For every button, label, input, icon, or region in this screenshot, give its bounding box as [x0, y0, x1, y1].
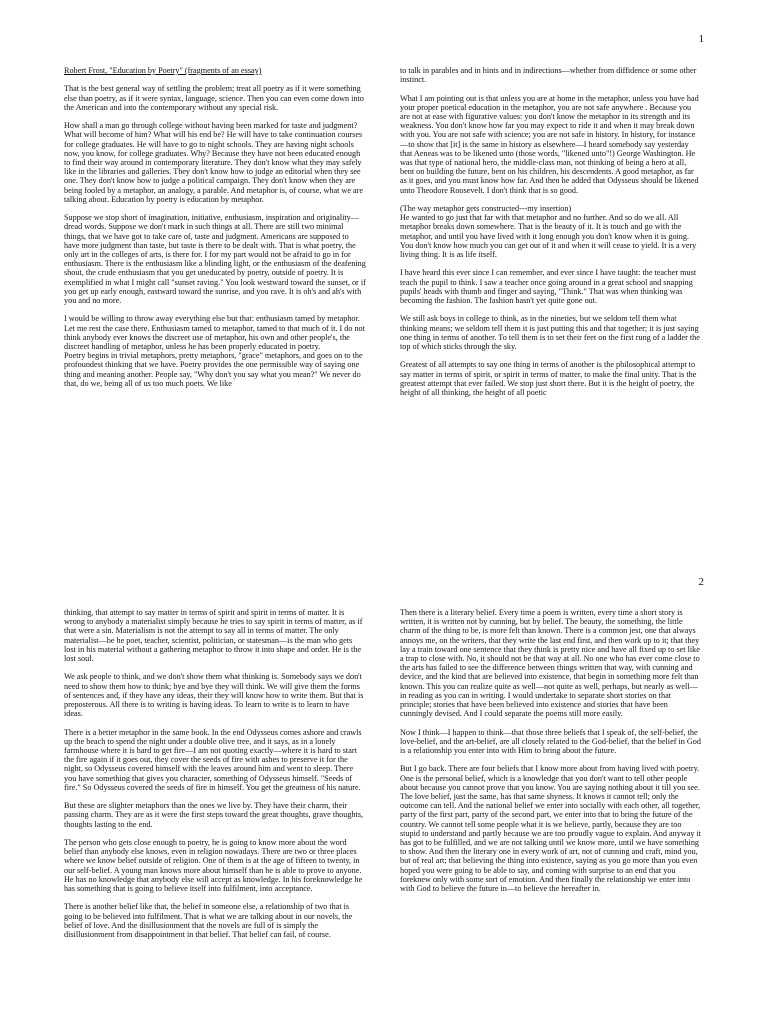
paragraph: Poetry begins in trivial metaphors, pretty metaphors, "grace" metaphors, and goes on to the profoundest thinking that we have. Poetry provides the one permissible way of saying one thing and meaning another. People say, "Why don't you say what you mean?" We never do that, do we, being all of us too much poets. We like [64, 351, 363, 388]
essay-title: Robert Frost, "Education by Poetry" (fragments of an essay) [64, 66, 262, 75]
paragraph: He wanted to go just that far with that metaphor and no further. And so do we all. All metaphor breaks down somewhere. That is the beauty of it. It is touch and go with the metaphor, and until you have lived with it long enough you don't know when it is going. You don't know how much you can get out of it and when it will cease to yield. It is a very living thing. It is as life itself. [400, 213, 697, 260]
left-column [64, 66, 366, 397]
paragraph: Now I think—I happen to think—that those three beliefs that I speak of, the self-belief, the love-belief, and the art-belief, are all closely related to the God-belief, that the belief in God is a relationship you enter into with Him to bring about the future. [400, 727, 701, 756]
paragraph: How shall a man go through college without having been marked for taste and judgment? What will become of him? What will his end be? He will have to take continuation courses for college graduates. He will have to go to night schools. They are having night schools now, you know, for college graduates. Why? Because they have not been educated enough to find their way around in contemporary literature. They don't know what they may safely like in the libraries and galleries. They don't know how to judge an editorial when they see one. They don't know how to judge a political campaign. They don't know when they are being fooled by a metaphor, an analogy, a parable. And metaphor is, of course, what we are talking about. Education by poetry is education by metaphor. [64, 121, 364, 204]
right-column [400, 66, 702, 406]
paragraph: I have heard this ever since I can remember, and ever since I have taught: the teacher must teach the pupil to think. I saw a teacher once going around in a great school and snapping pupils' heads with thumb and finger and saying, "Think." That was when thinking was becoming the fashion. The fashion hasn't yet quite gone out. [400, 268, 697, 306]
paragraph: We ask people to think, and we don't show them what thinking is. Somebody says we don't need to show them how to think; bye and bye they will think. We will give them the forms of sentences and, if they have any ideas, their they will know how to write them. But that is preposterous. All there is to writing is having ideas. To learn to write is to learn to have ideas. [64, 672, 364, 719]
left-column [64, 608, 366, 948]
paragraph: We still ask boys in college to think, as in the nineties, but we seldom tell them what thinking means; we seldom tell them it is just putting this and that together; it is just saying one thing in terms of another. To tell them is to set their feet on the first rung of a ladder the top of which sticks through the sky. [400, 314, 700, 352]
page-number: 2 [698, 576, 704, 588]
paragraph: Greatest of all attempts to say one thing in terms of another is the philosophical attempt to say matter in terms of spirit, or spirit in terms of matter, to make the final unity. That is the greatest attempt that ever failed. We stop just short there. But it is the height of poetry, the height of all thinking, the height of all poetic [400, 360, 697, 398]
paragraph: thinking, that attempt to say matter in terms of spirit and spirit in terms of matter. It is wrong to anybody a materialist simply because he tries to say spirit in terms of matter, as if that were a sin. Materialism is not the attempt to say all in terms of matter. The only materialist—be he poet, teacher, scientist, politician, or statesman—is the man who gets lost in his material without a gathering metaphor to throw it into shape and order. He is the lost soul. [64, 608, 363, 664]
paragraph: I would be willing to throw away everything else but that: enthusiasm tamed by metaphor. Let me rest the case there. Enthusiasm tamed to metaphor, tamed to that much of it. I do not think anybody ever knows the discreet use of metaphor, his own and other people's, the discreet handling of metaphor, unless he has been properly educated in poetry. [64, 314, 365, 352]
paragraph: What I am pointing out is that unless you are at home in the metaphor, unless you have had your proper poetical education in the metaphor, you are not safe anywhere . Because you are not at ease with figurative values: you don't know the metaphor in its strength and its weakness. You don't know how far you may expect to ride it and when it may break down with you. You are not safe with science; you are not safe in history. In history, for instance—to show that [it] is the same in history as elsewhere—I heard somebody say yesterday that Aeneas was to be likened unto (those words, "likened unto"!) George Washington. He was that type of national hero, the middle-class man, not thinking of being a hero at all, bent on building the future, bent on his children, his descendents. A good metaphor, as far as it goes, and you must know how far. And then he added that Odysseus should be likened unto Theodore Roosevelt. I don't think that is so good. [400, 93, 699, 195]
paragraph: The person who gets close enough to poetry, he is going to know more about the word belief than anybody else knows, even in religion nowadays. There are two or three places where we know belief outside of religion. One of them is at the age of fifteen to twenty, in our self-belief. A young man knows more about himself than he is able to prove to anyone. He has no knowledge that anybody else will accept as knowledge. In his foreknowledge he has something that is going to believe itself into fulfilment, into acceptance. [64, 838, 363, 894]
paragraph: Suppose we stop short of imagination, initiative, enthusiasm, inspiration and originality—dread words. Suppose we don't mark in such things at all. There are still two minimal things, that we have got to take care of, taste and judgment. Americans are supposed to have more judgment than taste, but taste is there to be dealt with. That is what poetry, the only art in the colleges of arts, is there for. I for my part would not be afraid to go in for enthusiasm. There is the enthusiasm like a blinding light, or the enthusiasm of the deafening shout, the crude enthusiasm that you get uneducated by poetry, outside of poetry. It is exemplified in what I might call "sunset raving." You look westward toward the sunset, or if you get up early enough, eastward toward the sunrise, and you rave. It is oh's and ah's with you and no more. [64, 213, 366, 306]
document-page-2 [0, 512, 768, 1024]
paragraph: There is a better metaphor in the same book. In the end Odysseus comes ashore and crawls up the beach to spend the night under a double olive tree, and it says, as in a lonely farmhouse where it is hard to get fire—I am not quoting exactly—where it is hard to start the fire again if it goes out, they cover the seeds of fire with ashes to preserve it for the night, so Odysseus covered himself with the leaves around him and went to sleep. There you have something that gives you character, something of Odysseus himself. "Seeds of fire." So Odysseus covered the seeds of fire in himself. You get the greatness of his nature. [64, 727, 362, 792]
paragraph: That is the best general way of settling the problem; treat all poetry as if it were something else than poetry, as if it were syntax, language, science. Then you can even come down into the American and into the contemporary without any special risk. [64, 84, 364, 112]
paragraph: But these are slighter metaphors than the ones we live by. They have their charm, their passing charm. They are as it were the first steps toward the great thoughts, grave thoughts, thoughts lasting to the end. [64, 801, 364, 829]
paragraph: to talk in parables and in hints and in indirections—whether from diffidence or some other instinct. [400, 66, 697, 85]
page-number: 1 [698, 33, 704, 45]
paragraph: But I go back. There are four beliefs that I know more about from having lived with poetry. One is the personal belief, which is a knowledge that you don't want to tell other people about because you cannot prove that you know. You are saying nothing about it till you see. The love belief, just the same, has that same shyness. It knows it cannot tell; only the outcome can tell. And the national belief we enter into socially with each other, all together, party of the first part, party of the second part, we enter into that to bring the future of the country. We cannot tell some people what it is we believe, partly, because they are too stupid to understand and partly because we are too proudly vague to explain. And anyway it has got to be fulfilled, and we are not talking until we know more, until we have something to show. And then the literary one in every work of art, not of cunning and craft, mind you, but of real art; that believing the thing into existence, saying as you go more than you even hoped you were going to be able to say, and coming with surprise to an end that you foreknew only with some sort of emotion. And then finally the relationship we enter into with God to believe the future in—to believe the hereafter in. [400, 764, 702, 894]
insertion-note: (The way metaphor gets constructed---my insertion) [400, 204, 572, 214]
right-column [400, 608, 702, 902]
paragraph: Then there is a literary belief. Every time a poem is written, every time a short story is written, it is written not by cunning, but by belief. The beauty, the something, the little charm of the thing to be, is more felt than known. There is a common jest, one that always annoys me, on the writers, that they write the last end first, and then work up to it; that they lay a train toward one sentence that they think is pretty nice and have all fixed up to set like a trap to close with. No, it should not be that way at all. No one who has ever come close to the arts has failed to see the difference between things written that way, with cunning and device, and the kind that are believed into existence, that begin in something more felt than known. This you can realize quite as well—not quite as well, perhaps, but nearly as well—in reading as you can in writing. I would undertake to separate short stories on that principle; stories that have been believed into existence and stories that have been cunningly devised. And I could separate the poems still more easily. [400, 608, 700, 719]
paragraph: There is another belief like that, the belief in someone else, a relationship of two that is going to be believed into fulfilment. That is what we are talking about in our novels, the belief of love. And the disillusionment that the novels are full of is simply the disillusionment from disappointment in that belief. That belief can fail, of course. [64, 902, 353, 940]
